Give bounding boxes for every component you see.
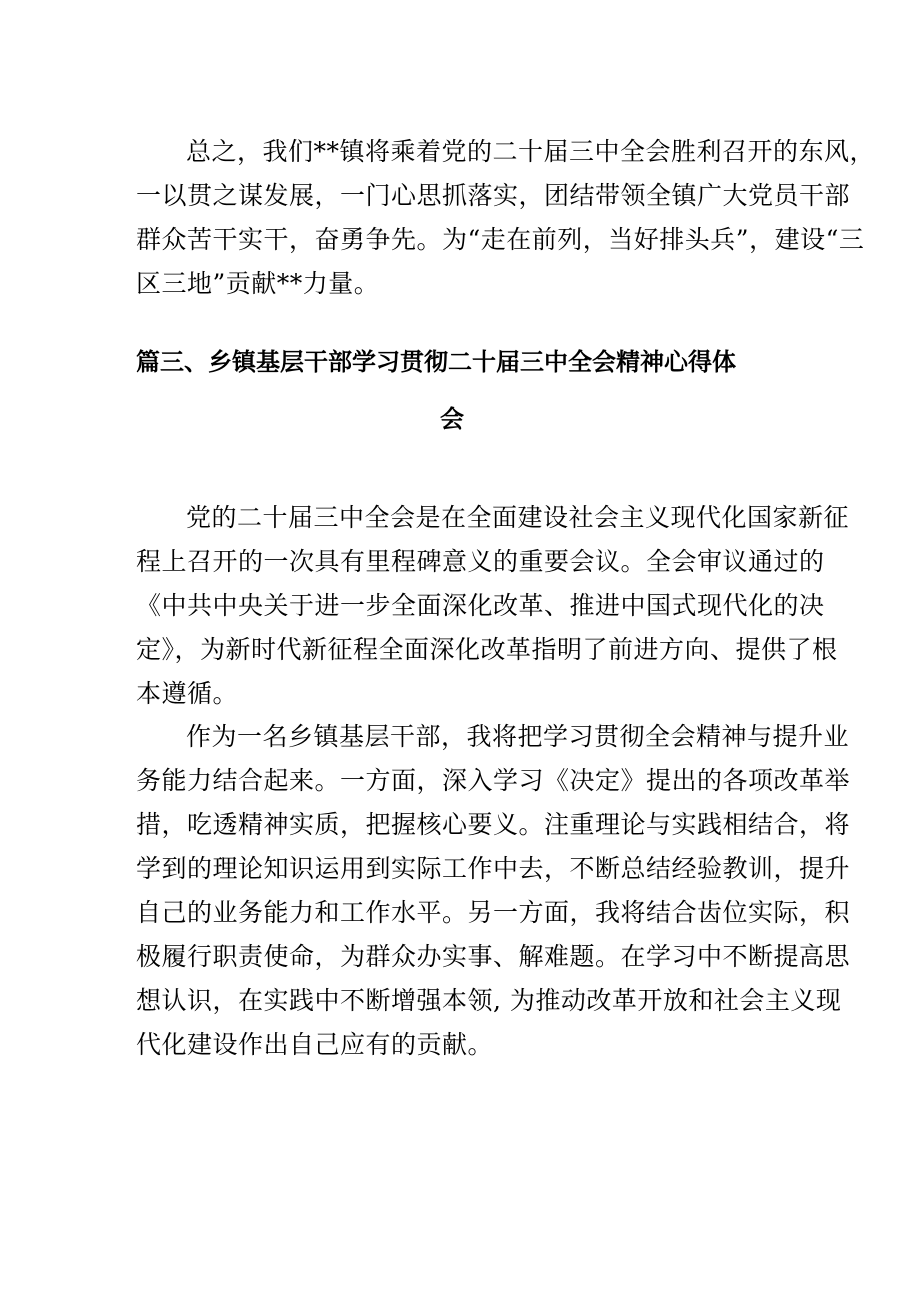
paragraph-intro (136, 496, 850, 716)
paragraph-line: 务能力结合起来。一方面，深入学习《决定》提出的各项改革举 (136, 766, 851, 795)
paragraph-commitment (136, 715, 851, 1067)
paragraph-line: 党的二十届三中全会是在全面建设社会主义现代化国家新征 (186, 503, 850, 532)
paragraph-line: 程上召开的一次具有里程碑意义的重要会议。全会审议通过的 (136, 547, 825, 576)
paragraph-line: 代化建设作出自己应有的贡献。 (136, 1030, 494, 1059)
paragraph-line: 自己的业务能力和工作水平。另一方面，我将结合齿位实际，积 (136, 898, 851, 927)
section-heading-line-2: 会 (440, 405, 464, 433)
paragraph-line: 学到的理论知识运用到实际工作中去，不断总结经验教训，提升 (136, 854, 851, 883)
paragraph-line: 《中共中央关于进一步全面深化改革、推进中国式现代化的决 (136, 591, 825, 620)
paragraph-line: 想认识，在实践中不断增强本领, 为推动改革开放和社会主义现 (136, 986, 842, 1015)
paragraph-line: 区三地”贡献**力量。 (136, 269, 380, 298)
paragraph-line: 定》，为新时代新征程全面深化改革指明了前进方向、提供了根 (136, 635, 838, 664)
paragraph-line: 总之，我们**镇将乘着党的二十届三中全会胜利召开的东风， (186, 137, 876, 166)
paragraph-line: 作为一名乡镇基层干部，我将把学习贯彻全会精神与提升业 (186, 722, 850, 751)
paragraph-line: 极履行职责使命，为群众办实事、解难题。在学习中不断提高思 (136, 942, 851, 971)
paragraph-line: 本遵循。 (136, 679, 239, 708)
paragraph-conclusion (136, 130, 876, 306)
paragraph-line: 措，吃透精神实质，把握核心要义。注重理论与实践相结合，将 (136, 810, 851, 839)
section-heading-line-1: 篇三、乡镇基层干部学习贯彻二十届三中全会精神心得体 (136, 348, 736, 376)
paragraph-line: 一以贯之谋发展，一门心思抓落实，团结带领全镇广大党员干部 (136, 181, 851, 210)
paragraph-line: 群众苦干实干，奋勇争先。为“走在前列，当好排头兵”，建设“三 (136, 225, 865, 254)
